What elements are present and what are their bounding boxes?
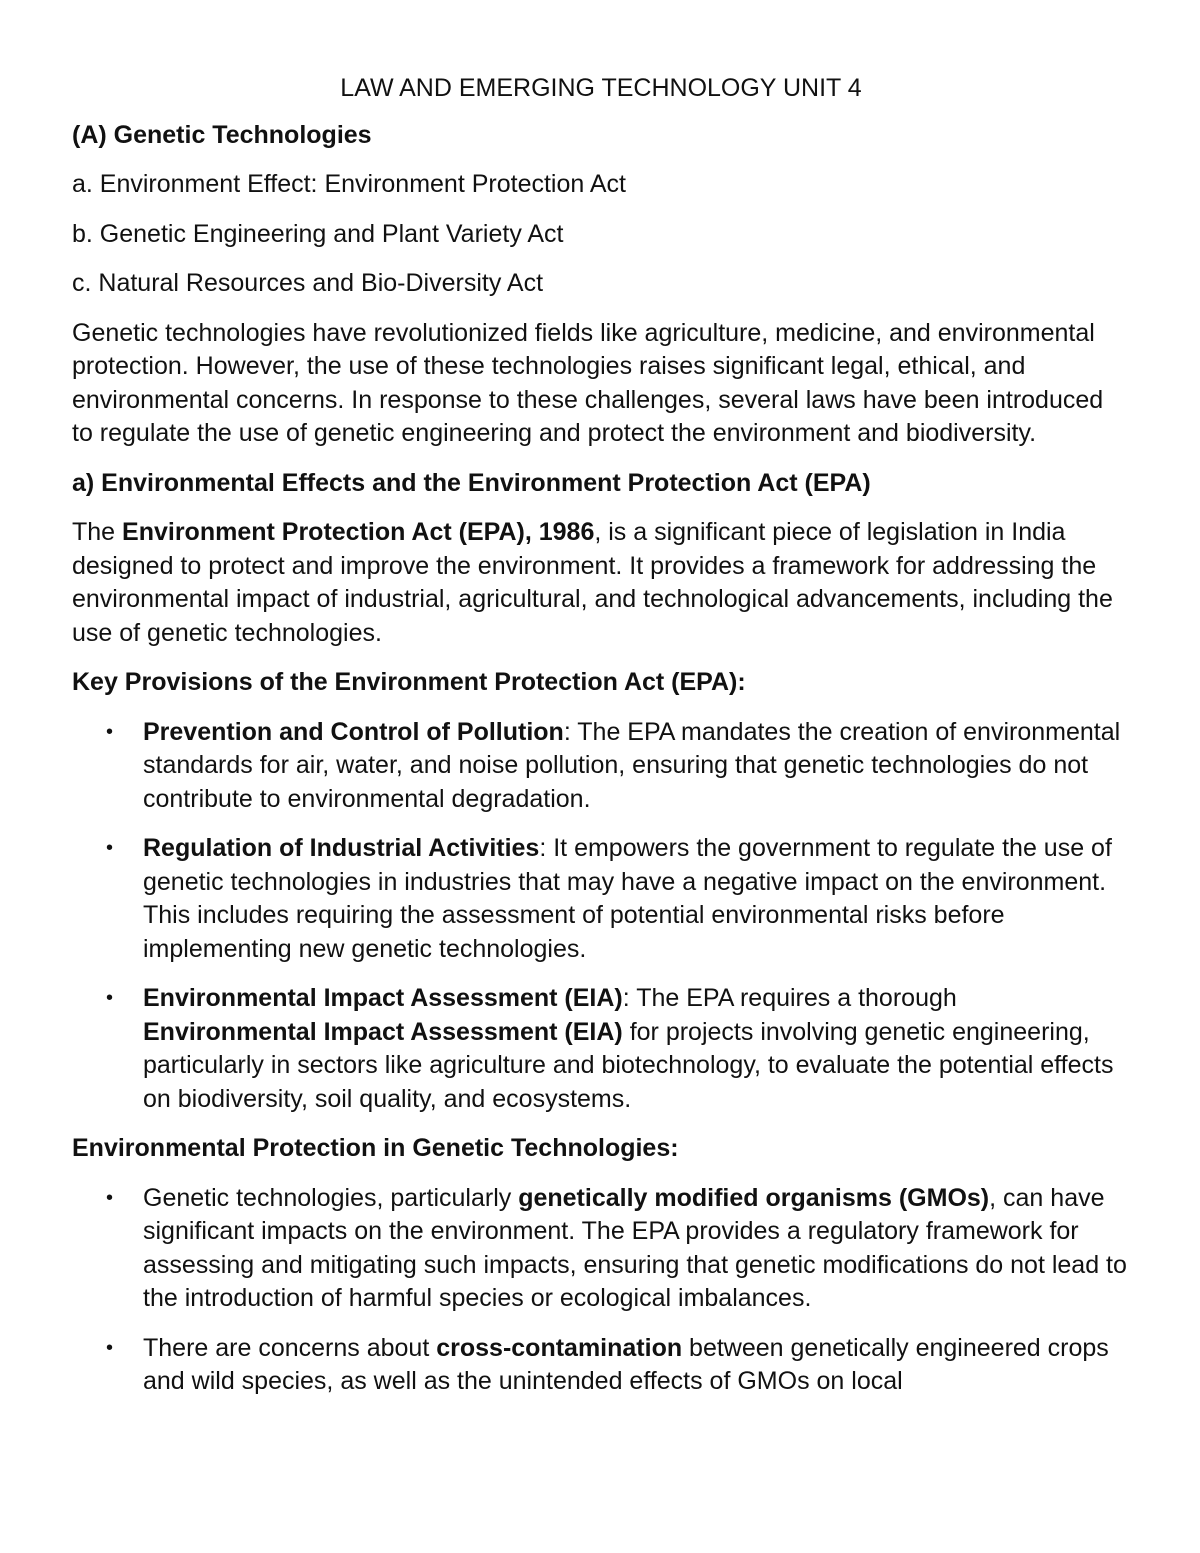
topic-list <box>72 168 1130 301</box>
topic-item: a. Environment Effect: Environment Protection Act <box>72 170 626 198</box>
env-protection-heading: Environmental Protection in Genetic Technologies: <box>72 1134 679 1162</box>
document-title: LAW AND EMERGING TECHNOLOGY UNIT 4 <box>340 74 862 102</box>
bold-term: Environment Protection Act (EPA), 1986 <box>122 518 595 546</box>
list-item <box>143 716 1130 817</box>
list-item <box>143 982 1130 1116</box>
text-run: , can have significant impacts on the environment. The EPA provides a regulatory framework for assessing and mitigating such impacts, ensuring that genetic modifications do not lead to the introduction of harmful species or ecological imbalances. <box>143 1183 1127 1312</box>
text-run: : The EPA mandates the creation of environmental standards for air, water, and noise pollution, ensuring that genetic technologies do not contribute to environmental degradation. <box>143 717 1121 813</box>
topic-item: b. Genetic Engineering and Plant Variety Act <box>72 219 564 248</box>
text-run: between genetically engineered crops and wild species, as well as the unintended effects of GMOs on local <box>143 1333 1109 1395</box>
bold-term: cross-contamination <box>436 1333 683 1362</box>
text-run: There are concerns about <box>143 1333 437 1362</box>
text-run: : The EPA requires a thorough <box>622 984 957 1012</box>
text-run: The <box>72 518 123 546</box>
intro-paragraph: Genetic technologies have revolutionized fields like agriculture, medicine, and environmental protection. However, the use of these technologies raises significant legal, ethical, and environmental concerns. In response to these challenges, several laws have been introduced to regulate the use of genetic engineering and protect the environment and biodiversity. <box>72 318 1104 447</box>
text-run: : It empowers the government to regulate the use of genetic technologies in industries that may have a negative impact on the environment. This includes requiring the assessment of potential environmental risks before implementing new genetic technologies. <box>143 834 1112 963</box>
text-run: Genetic technologies, particularly <box>143 1183 519 1212</box>
subsection-heading-epa: a) Environmental Effects and the Environment Protection Act (EPA) <box>72 468 871 497</box>
key-provisions-list <box>72 716 1130 1117</box>
bold-term: Environmental Impact Assessment (EIA) <box>143 1017 623 1046</box>
list-item <box>143 832 1130 966</box>
section-heading-genetic-technologies: (A) Genetic Technologies <box>72 120 372 149</box>
text-run: for projects involving genetic engineering, particularly in sectors like agriculture and biotechnology, to evaluate the potential effects on biodiversity, soil quality, and ecosystems. <box>143 1017 1114 1113</box>
bold-term: Regulation of Industrial Activities <box>143 834 540 862</box>
bold-term: Prevention and Control of Pollution <box>143 717 564 746</box>
bold-term: genetically modified organisms (GMOs) <box>518 1183 990 1212</box>
text-run: , is a significant piece of legislation in India designed to protect and improve the environment. It provides a framework for addressing the environmental impact of industrial, agricultural, and technological advancements, including the use of genetic technologies. <box>72 518 1113 647</box>
list-item <box>143 1332 1130 1399</box>
list-item <box>143 1182 1130 1316</box>
env-protection-list <box>72 1182 1130 1399</box>
bold-term: Environmental Impact Assessment (EIA) <box>143 984 623 1012</box>
epa-paragraph <box>72 516 1130 650</box>
topic-item: c. Natural Resources and Bio-Diversity Act <box>72 269 544 297</box>
key-provisions-heading: Key Provisions of the Environment Protection Act (EPA): <box>72 668 746 696</box>
